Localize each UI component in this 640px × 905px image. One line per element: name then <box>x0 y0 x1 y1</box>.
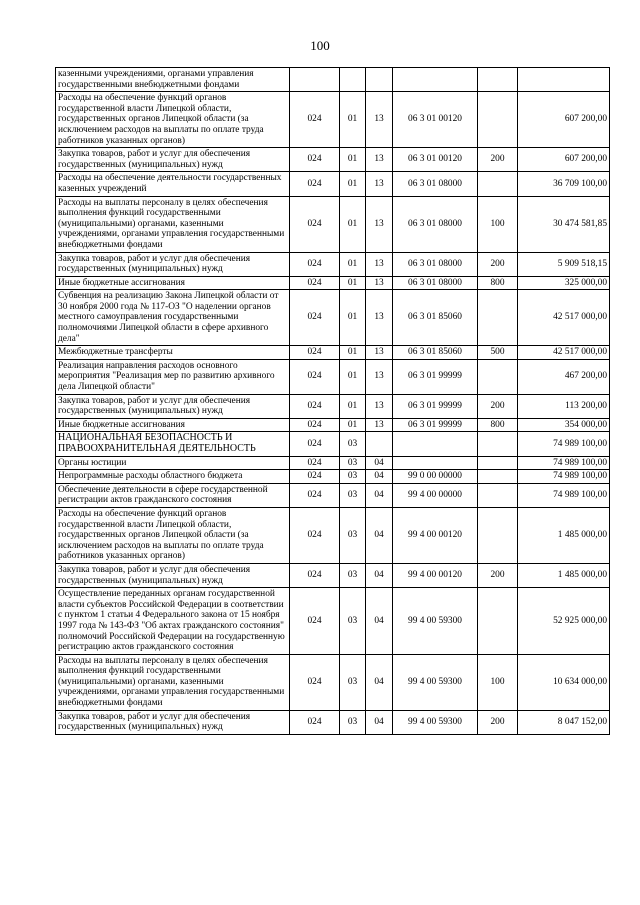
row-grbs-cell <box>290 68 340 92</box>
row-pr-cell <box>366 432 393 456</box>
row-vr-cell: 200 <box>478 394 518 418</box>
row-pr-cell: 04 <box>366 456 393 470</box>
row-pr-cell: 13 <box>366 346 393 360</box>
row-rz-cell: 01 <box>340 346 366 360</box>
row-name-cell: Иные бюджетные ассигнования <box>56 276 290 290</box>
row-csr-cell: 06 3 01 85060 <box>393 346 478 360</box>
row-name-cell: Обеспечение деятельности в сфере государственной регистрации актов гражданского состояния <box>56 483 290 507</box>
table-row <box>56 483 610 507</box>
row-name-cell: Закупка товаров, работ и услуг для обеспечения государственных (муниципальных) нужд <box>56 394 290 418</box>
row-sum-cell: 10 634 000,00 <box>518 654 610 710</box>
row-grbs-cell: 024 <box>290 196 340 252</box>
table-row <box>56 654 610 710</box>
row-grbs-cell: 024 <box>290 252 340 276</box>
row-sum-cell: 607 200,00 <box>518 148 610 172</box>
row-csr-cell: 99 4 00 00000 <box>393 483 478 507</box>
row-csr-cell <box>393 456 478 470</box>
row-rz-cell: 01 <box>340 92 366 148</box>
row-csr-cell: 06 3 01 99999 <box>393 394 478 418</box>
row-name-cell: Непрограммные расходы областного бюджета <box>56 470 290 484</box>
row-pr-cell: 13 <box>366 92 393 148</box>
row-sum-cell: 74 989 100,00 <box>518 483 610 507</box>
row-csr-cell: 06 3 01 99999 <box>393 359 478 394</box>
row-name-cell: Расходы на обеспечение деятельности государственных казенных учреждений <box>56 172 290 196</box>
row-grbs-cell: 024 <box>290 470 340 484</box>
row-sum-cell: 36 709 100,00 <box>518 172 610 196</box>
row-name-cell: Расходы на выплаты персоналу в целях обеспечения выполнения функций государственными (муниципальными) органами, казенными учреждениями, органами управления государственными внебюджетными фондами <box>56 196 290 252</box>
table-row <box>56 276 610 290</box>
row-name-cell: Закупка товаров, работ и услуг для обеспечения государственных (муниципальных) нужд <box>56 563 290 587</box>
table-row <box>56 252 610 276</box>
row-sum-cell: 607 200,00 <box>518 92 610 148</box>
row-csr-cell: 99 4 00 59300 <box>393 710 478 734</box>
row-name-cell: казенными учреждениями, органами управления государственными внебюджетными фондами <box>56 68 290 92</box>
row-csr-cell <box>393 432 478 456</box>
row-sum-cell: 325 000,00 <box>518 276 610 290</box>
table-row <box>56 290 610 346</box>
row-rz-cell: 01 <box>340 418 366 432</box>
row-grbs-cell: 024 <box>290 654 340 710</box>
row-name-cell: Субвенция на реализацию Закона Липецкой области от 30 ноября 2000 года № 117-ОЗ "О наделении органов местного самоуправления государственными полномочиями Липецкой области в сфере архивного дела" <box>56 290 290 346</box>
row-vr-cell <box>478 68 518 92</box>
row-vr-cell: 500 <box>478 346 518 360</box>
row-sum-cell: 1 485 000,00 <box>518 507 610 563</box>
row-pr-cell: 13 <box>366 276 393 290</box>
row-grbs-cell: 024 <box>290 92 340 148</box>
row-rz-cell: 01 <box>340 290 366 346</box>
row-pr-cell: 13 <box>366 252 393 276</box>
row-csr-cell: 99 0 00 00000 <box>393 470 478 484</box>
row-pr-cell: 13 <box>366 196 393 252</box>
row-grbs-cell: 024 <box>290 290 340 346</box>
table-row <box>56 148 610 172</box>
row-csr-cell: 06 3 01 08000 <box>393 252 478 276</box>
row-csr-cell: 06 3 01 00120 <box>393 92 478 148</box>
row-vr-cell: 200 <box>478 148 518 172</box>
row-name-cell: Расходы на выплаты персоналу в целях обеспечения выполнения функций государственными (муниципальными) органами, казенными учреждениями, органами управления государственными внебюджетными фондами <box>56 654 290 710</box>
row-vr-cell: 800 <box>478 418 518 432</box>
row-sum-cell: 74 989 100,00 <box>518 456 610 470</box>
table-row <box>56 456 610 470</box>
row-csr-cell: 06 3 01 08000 <box>393 196 478 252</box>
row-rz-cell: 01 <box>340 172 366 196</box>
row-rz-cell: 03 <box>340 588 366 655</box>
row-csr-cell: 99 4 00 00120 <box>393 563 478 587</box>
row-grbs-cell: 024 <box>290 710 340 734</box>
table-row <box>56 394 610 418</box>
row-rz-cell: 01 <box>340 196 366 252</box>
row-grbs-cell: 024 <box>290 148 340 172</box>
row-vr-cell <box>478 290 518 346</box>
row-pr-cell: 04 <box>366 654 393 710</box>
row-grbs-cell: 024 <box>290 418 340 432</box>
row-rz-cell: 03 <box>340 654 366 710</box>
section-row <box>56 432 610 456</box>
row-pr-cell: 13 <box>366 290 393 346</box>
row-pr-cell <box>366 68 393 92</box>
row-name-cell: Межбюджетные трансферты <box>56 346 290 360</box>
row-grbs-cell: 024 <box>290 507 340 563</box>
row-pr-cell: 04 <box>366 563 393 587</box>
row-pr-cell: 13 <box>366 172 393 196</box>
table-row <box>56 196 610 252</box>
row-vr-cell <box>478 92 518 148</box>
row-csr-cell: 06 3 01 08000 <box>393 276 478 290</box>
row-name-cell: Закупка товаров, работ и услуг для обеспечения государственных (муниципальных) нужд <box>56 148 290 172</box>
row-pr-cell: 04 <box>366 470 393 484</box>
row-rz-cell: 01 <box>340 394 366 418</box>
table-row <box>56 418 610 432</box>
row-sum-cell: 8 047 152,00 <box>518 710 610 734</box>
table-row <box>56 346 610 360</box>
row-name-cell: Осуществление переданных органам государственной власти субъектов Российской Федерации в соответствии с пунктом 1 статьи 4 Федерального закона от 15 ноября 1997 года № 143-ФЗ "Об актах гражданского состояния" полномочий Российской Федерации на государственную регистрацию актов гражданского состояния <box>56 588 290 655</box>
row-rz-cell: 03 <box>340 563 366 587</box>
row-sum-cell: 42 517 000,00 <box>518 290 610 346</box>
row-grbs-cell: 024 <box>290 359 340 394</box>
row-sum-cell: 1 485 000,00 <box>518 563 610 587</box>
row-grbs-cell: 024 <box>290 346 340 360</box>
row-rz-cell: 01 <box>340 276 366 290</box>
row-vr-cell: 100 <box>478 196 518 252</box>
page-number: 100 <box>310 38 330 53</box>
row-sum-cell: 42 517 000,00 <box>518 346 610 360</box>
row-pr-cell: 13 <box>366 359 393 394</box>
row-vr-cell <box>478 172 518 196</box>
row-csr-cell: 06 3 01 00120 <box>393 148 478 172</box>
row-pr-cell: 13 <box>366 148 393 172</box>
row-vr-cell: 200 <box>478 563 518 587</box>
row-rz-cell: 03 <box>340 507 366 563</box>
row-rz-cell: 01 <box>340 148 366 172</box>
table-row <box>56 710 610 734</box>
row-csr-cell: 99 4 00 59300 <box>393 588 478 655</box>
row-vr-cell <box>478 470 518 484</box>
row-sum-cell: 467 200,00 <box>518 359 610 394</box>
row-name-cell: Реализация направления расходов основного мероприятия "Реализация мер по развитию архивного дела Липецкой области" <box>56 359 290 394</box>
row-vr-cell <box>478 456 518 470</box>
row-rz-cell <box>340 68 366 92</box>
row-grbs-cell: 024 <box>290 588 340 655</box>
row-sum-cell: 74 989 100,00 <box>518 470 610 484</box>
row-pr-cell: 13 <box>366 394 393 418</box>
row-rz-cell: 03 <box>340 483 366 507</box>
row-sum-cell: 52 925 000,00 <box>518 588 610 655</box>
row-vr-cell <box>478 483 518 507</box>
row-csr-cell: 06 3 01 99999 <box>393 418 478 432</box>
row-pr-cell: 04 <box>366 710 393 734</box>
row-csr-cell: 99 4 00 59300 <box>393 654 478 710</box>
row-sum-cell: 5 909 518,15 <box>518 252 610 276</box>
row-vr-cell: 800 <box>478 276 518 290</box>
row-csr-cell <box>393 68 478 92</box>
row-sum-cell: 354 000,00 <box>518 418 610 432</box>
row-grbs-cell: 024 <box>290 456 340 470</box>
table-row <box>56 92 610 148</box>
row-vr-cell <box>478 588 518 655</box>
row-rz-cell: 01 <box>340 359 366 394</box>
row-rz-cell: 01 <box>340 252 366 276</box>
row-csr-cell: 06 3 01 08000 <box>393 172 478 196</box>
row-rz-cell: 03 <box>340 710 366 734</box>
row-vr-cell <box>478 359 518 394</box>
row-vr-cell: 200 <box>478 710 518 734</box>
row-name-cell: НАЦИОНАЛЬНАЯ БЕЗОПАСНОСТЬ И ПРАВООХРАНИТЕЛЬНАЯ ДЕЯТЕЛЬНОСТЬ <box>56 432 290 456</box>
row-name-cell: Расходы на обеспечение функций органов государственной власти Липецкой области, государственных органов Липецкой области (за исключением расходов на выплаты по оплате труда работников указанных органов) <box>56 507 290 563</box>
table-row <box>56 68 610 92</box>
row-pr-cell: 04 <box>366 588 393 655</box>
row-csr-cell: 99 4 00 00120 <box>393 507 478 563</box>
table-row <box>56 507 610 563</box>
row-grbs-cell: 024 <box>290 432 340 456</box>
row-name-cell: Расходы на обеспечение функций органов государственной власти Липецкой области, государственных органов Липецкой области (за исключением расходов на выплаты по оплате труда работников указанных органов) <box>56 92 290 148</box>
row-name-cell: Закупка товаров, работ и услуг для обеспечения государственных (муниципальных) нужд <box>56 710 290 734</box>
row-sum-cell: 113 200,00 <box>518 394 610 418</box>
table-row <box>56 563 610 587</box>
row-grbs-cell: 024 <box>290 483 340 507</box>
row-rz-cell: 03 <box>340 470 366 484</box>
budget-table <box>55 67 610 735</box>
table-row <box>56 588 610 655</box>
row-grbs-cell: 024 <box>290 172 340 196</box>
row-sum-cell: 74 989 100,00 <box>518 432 610 456</box>
row-vr-cell: 100 <box>478 654 518 710</box>
row-pr-cell: 04 <box>366 507 393 563</box>
row-grbs-cell: 024 <box>290 563 340 587</box>
row-grbs-cell: 024 <box>290 394 340 418</box>
row-sum-cell: 30 474 581,85 <box>518 196 610 252</box>
table-row <box>56 172 610 196</box>
budget-table-body <box>56 68 610 735</box>
row-name-cell: Иные бюджетные ассигнования <box>56 418 290 432</box>
row-vr-cell <box>478 507 518 563</box>
row-pr-cell: 04 <box>366 483 393 507</box>
row-vr-cell <box>478 432 518 456</box>
table-row <box>56 359 610 394</box>
row-csr-cell: 06 3 01 85060 <box>393 290 478 346</box>
row-rz-cell: 03 <box>340 456 366 470</box>
row-sum-cell <box>518 68 610 92</box>
table-row <box>56 470 610 484</box>
row-name-cell: Закупка товаров, работ и услуг для обеспечения государственных (муниципальных) нужд <box>56 252 290 276</box>
row-pr-cell: 13 <box>366 418 393 432</box>
row-vr-cell: 200 <box>478 252 518 276</box>
row-grbs-cell: 024 <box>290 276 340 290</box>
row-rz-cell: 03 <box>340 432 366 456</box>
row-name-cell: Органы юстиции <box>56 456 290 470</box>
